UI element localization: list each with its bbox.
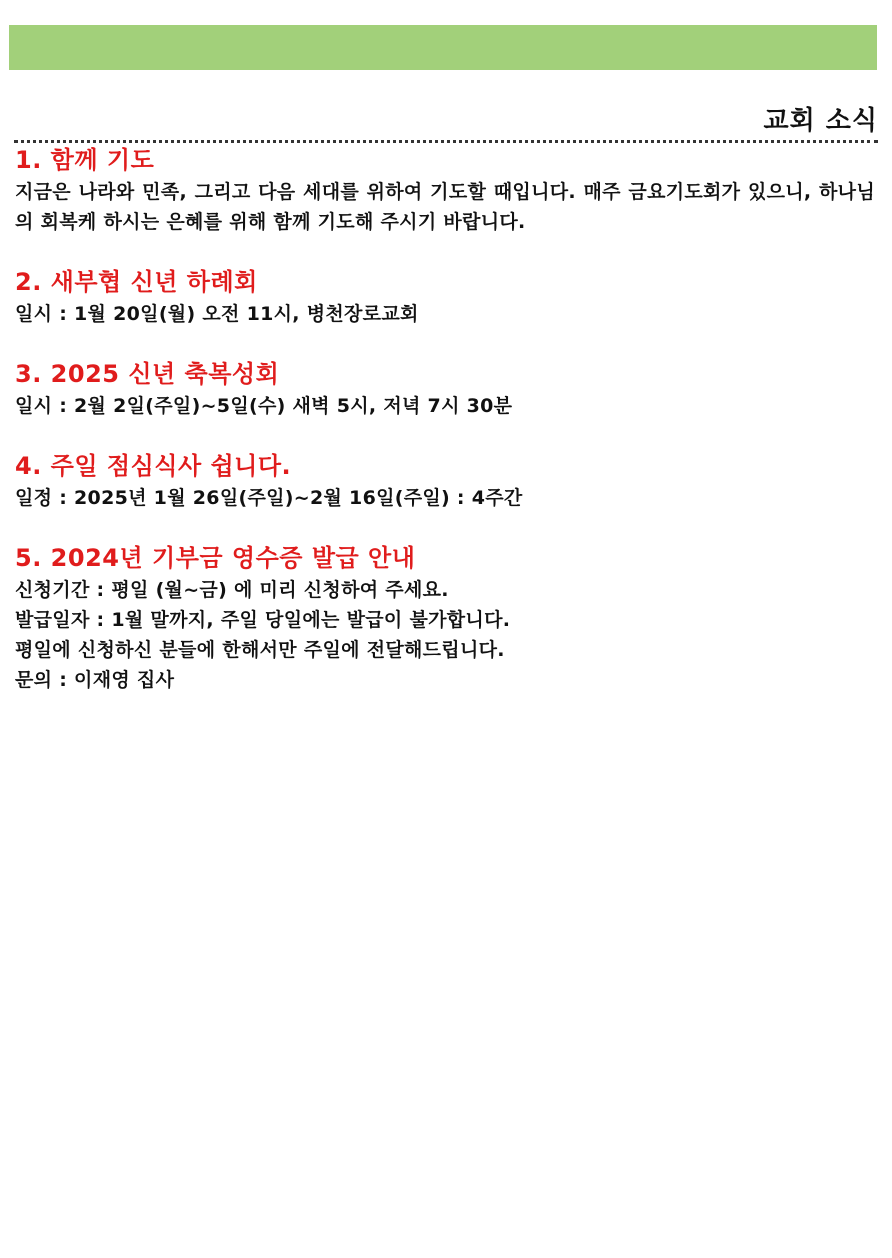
section-line: 발급일자 : 1월 말까지, 주일 당일에는 발급이 불가합니다. bbox=[15, 609, 511, 631]
section-newyear-greeting bbox=[15, 265, 875, 329]
section-heading: 5. 2024년 기부금 영수증 발급 안내 bbox=[15, 544, 416, 572]
page-title: 교회 소식 bbox=[763, 106, 878, 136]
section-line: 일정 : 2025년 1월 26일(주일)~2월 16일(주일) : 4주간 bbox=[15, 487, 523, 509]
section-prayer bbox=[15, 143, 875, 237]
section-line: 문의 : 이재영 집사 bbox=[15, 669, 175, 691]
section-heading: 1. 함께 기도 bbox=[15, 146, 155, 174]
section-heading: 3. 2025 신년 축복성회 bbox=[15, 360, 280, 388]
section-heading: 4. 주일 점심식사 쉽니다. bbox=[15, 452, 292, 480]
section-line: 일시 : 2월 2일(주일)~5일(수) 새벽 5시, 저녁 7시 30분 bbox=[15, 395, 513, 417]
section-line: 신청기간 : 평일 (월~금) 에 미리 신청하여 주세요. bbox=[15, 579, 449, 601]
section-line: 평일에 신청하신 분들에 한해서만 주일에 전달해드립니다. bbox=[15, 639, 505, 661]
section-donation-receipt bbox=[15, 541, 875, 695]
section-lunch-break bbox=[15, 449, 875, 513]
section-blessing-revival bbox=[15, 357, 875, 421]
section-heading: 2. 새부협 신년 하례회 bbox=[15, 268, 258, 296]
news-content bbox=[15, 143, 875, 723]
section-paragraph: 지금은 나라와 민족, 그리고 다음 세대를 위하여 기도할 때입니다. 매주 금요기도회가 있으니, 하나님의 회복케 하시는 은혜를 위해 함께 기도해 주시기 바랍니다. bbox=[15, 181, 875, 233]
section-line: 일시 : 1월 20일(월) 오전 11시, 병천장로교회 bbox=[15, 303, 419, 325]
header-bar bbox=[9, 25, 877, 70]
